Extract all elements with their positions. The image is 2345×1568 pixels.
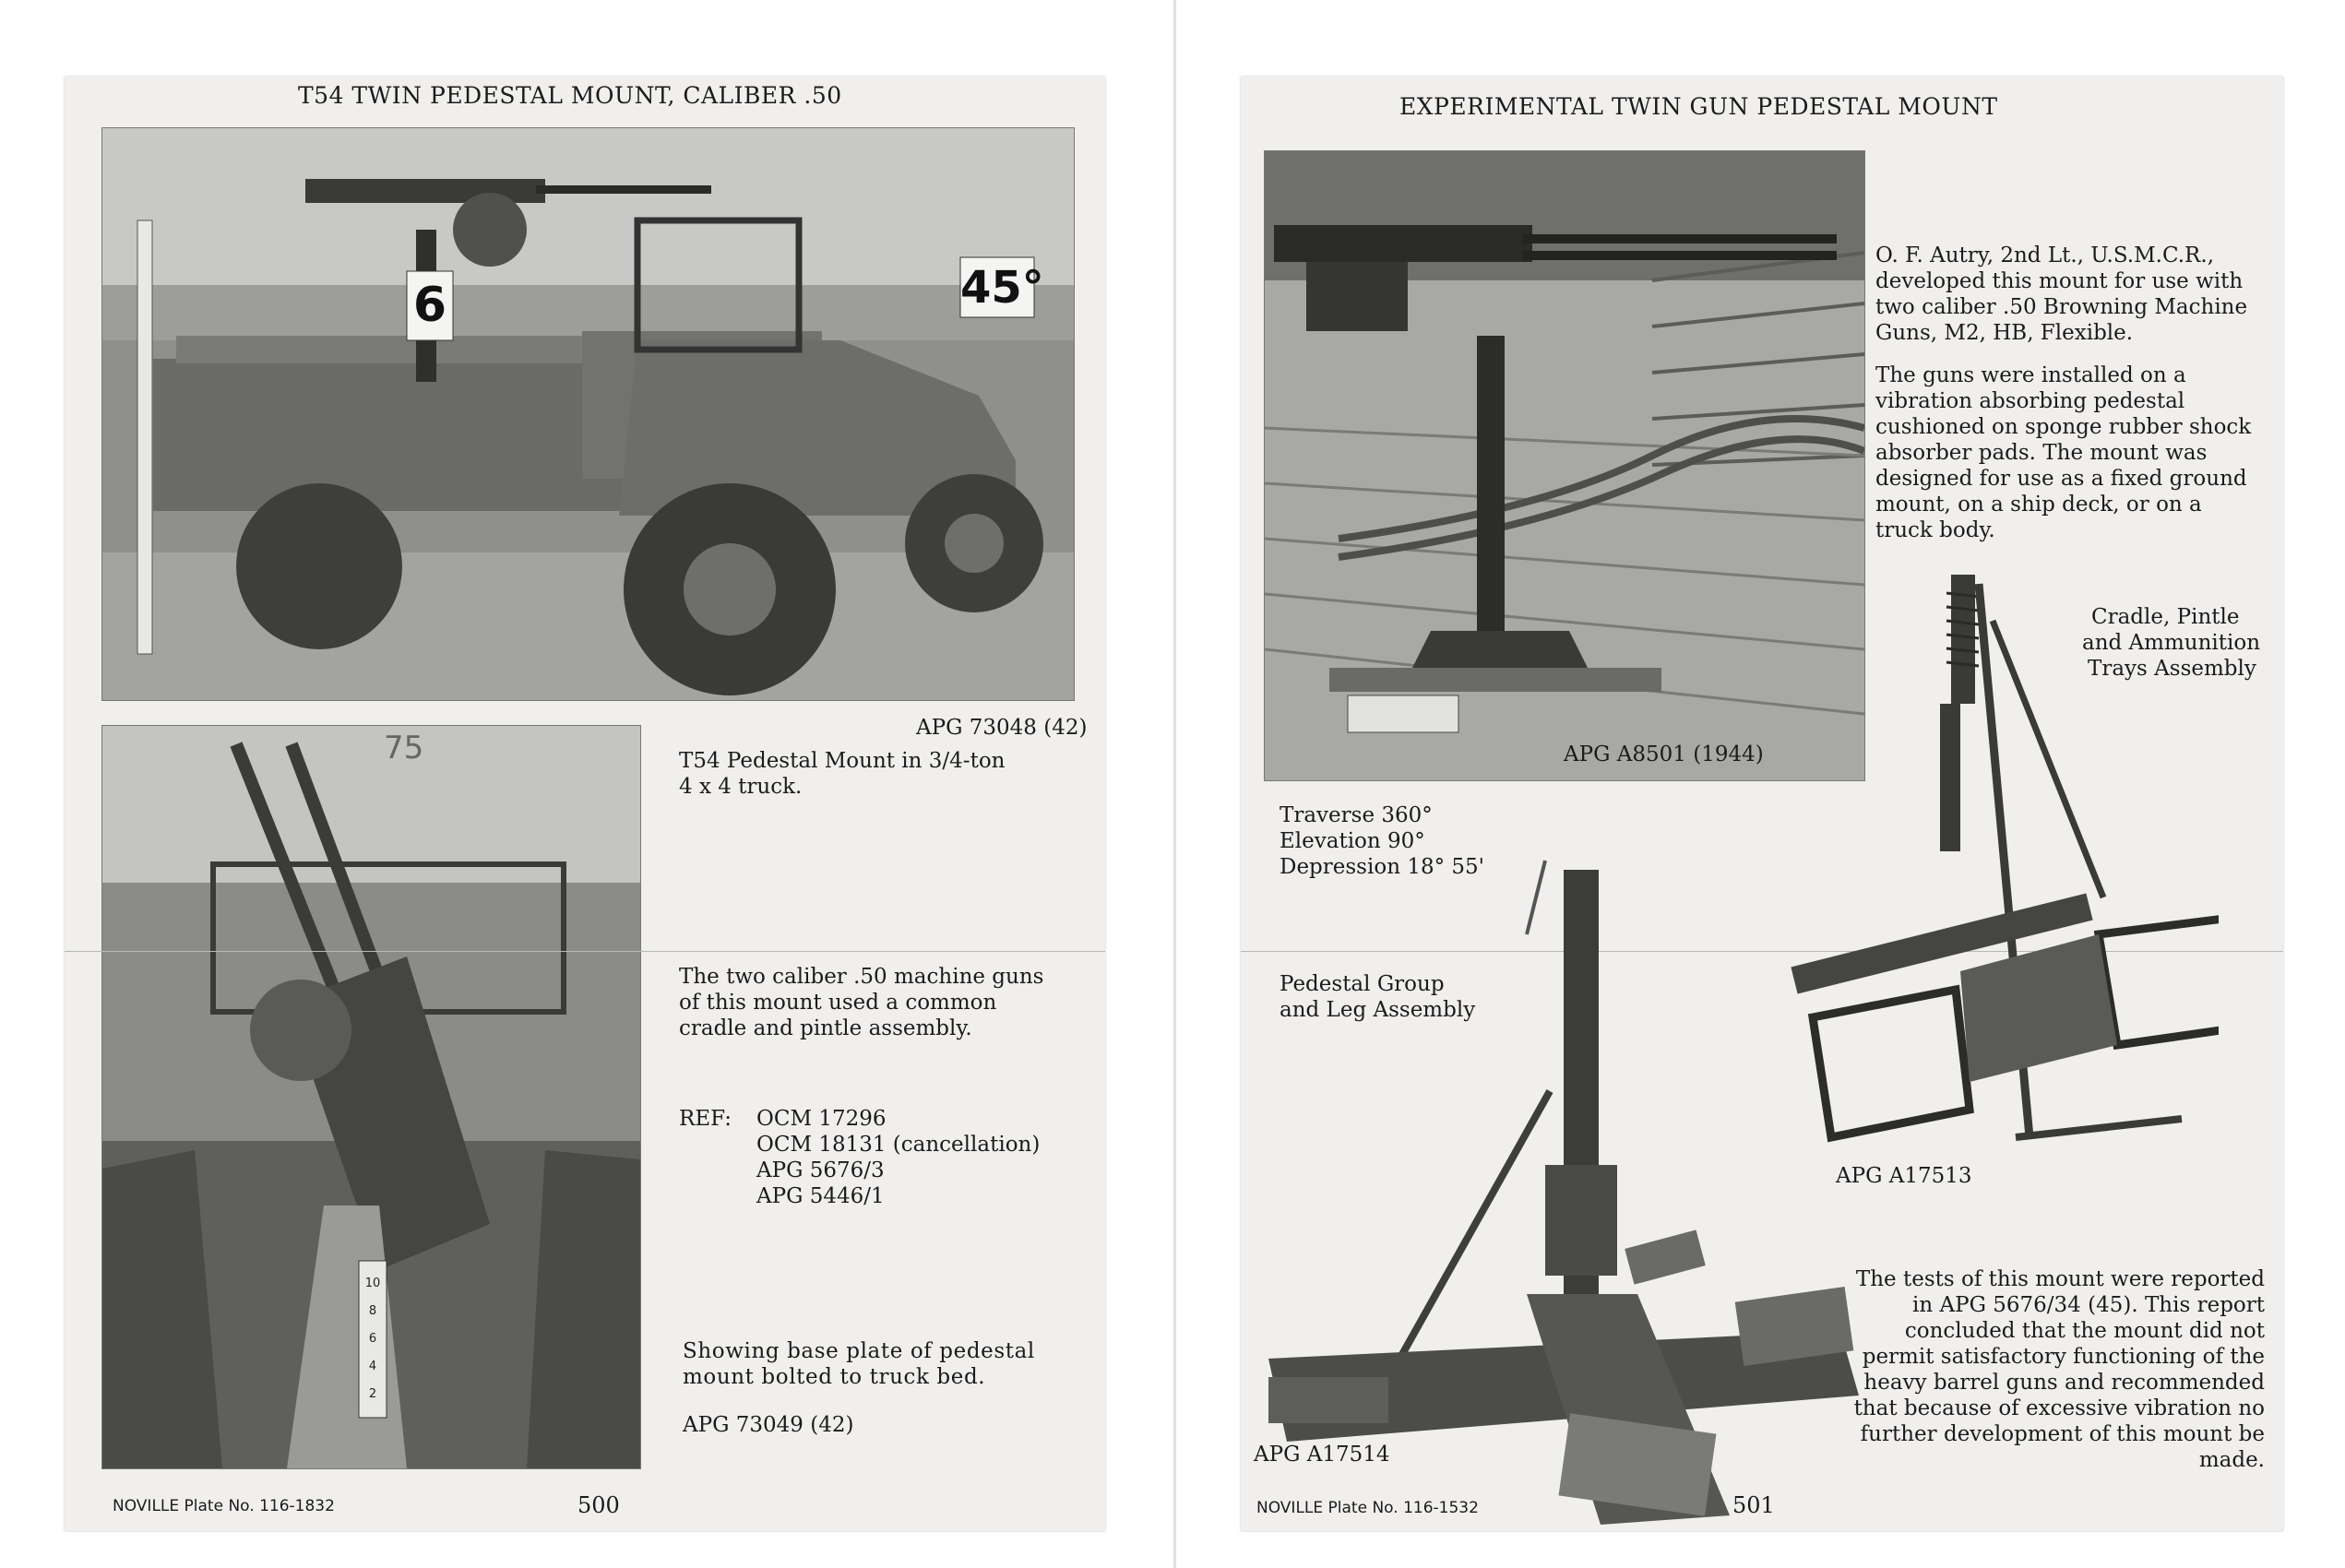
truck-bed-mount-graphic — [1265, 151, 1864, 780]
scale-mark: 4 — [368, 1360, 377, 1373]
pedestal-leg-graphic — [1250, 814, 1859, 1534]
spec-depression: Depression 18° 55' — [1280, 855, 1484, 879]
autry-intro: O. F. Autry, 2nd Lt., U.S.M.C.R., developed this mount for use with two caliber .50 Browning Machine Guns, M2, HB, Flexible. — [1875, 244, 2248, 345]
twin-guns-photo — [101, 725, 641, 1469]
reference-list — [679, 1106, 1040, 1209]
pedestal-label-line1: Pedestal Group — [1280, 972, 1445, 996]
right-page-title: EXPERIMENTAL TWIN GUN PEDESTAL MOUNT — [1399, 93, 1998, 120]
spec-elevation: Elevation 90° — [1280, 829, 1425, 853]
book-gutter — [1173, 0, 1176, 1568]
reference-item: APG 5446/1 — [756, 1184, 885, 1208]
twin-mount-description: The two caliber .50 machine guns of this mount used a common cradle and pintle assembly. — [679, 965, 1044, 1040]
left-page — [65, 77, 1105, 1531]
scale-mark: 10 — [364, 1277, 381, 1290]
scale-mark: 2 — [368, 1387, 377, 1401]
twin-guns-photo-id: APG 73049 (42) — [683, 1413, 854, 1437]
truck-bed-mount-photo-id: APG A8501 (1944) — [1564, 742, 1764, 766]
truck-photo-graphic — [102, 128, 1074, 700]
page-crease-line — [65, 951, 1105, 952]
left-footer-plate: NOVILLE Plate No. 116-1832 — [113, 1497, 335, 1515]
truck-bed-mount-photo — [1264, 150, 1865, 781]
base-plate-caption: Showing base plate of pedestal mount bolted to truck bed. — [683, 1339, 1035, 1389]
left-page-number: 500 — [577, 1492, 620, 1518]
pedestal-leg-photo — [1250, 814, 1859, 1534]
pedestal-label-line2: and Leg Assembly — [1280, 998, 1476, 1022]
cradle-label-line3: Trays Assembly — [2088, 657, 2256, 681]
truck-photo-id: APG 73048 (42) — [916, 716, 1088, 740]
spec-traverse: Traverse 360° — [1280, 803, 1433, 827]
truck-sign-right: 45° — [960, 262, 1044, 314]
mount-design-description: The guns were installed on a vibration absorbing pedestal cushioned on sponge rubber shock absorber pads. The mount was designed for use as a fixed ground mount, on a ship deck, or on a truck body. — [1875, 363, 2252, 542]
truck-sign-left: 6 — [412, 278, 447, 333]
cradle-label-line1: Cradle, Pintle — [2091, 605, 2240, 629]
reference-item: OCM 17296 — [756, 1107, 887, 1131]
reference-item: APG 5676/3 — [756, 1158, 885, 1182]
truck-caption-line2: 4 x 4 truck. — [679, 775, 803, 799]
cradle-label-line2: and Ammunition — [2082, 631, 2261, 655]
scale-mark: 6 — [368, 1332, 377, 1346]
ref-label: REF: — [679, 1107, 732, 1131]
truck-caption-line1: T54 Pedestal Mount in 3/4-ton — [679, 749, 1006, 773]
reference-item: OCM 18131 (cancellation) — [756, 1133, 1041, 1157]
test-conclusion: The tests of this mount were reported in APG 5676/34 (45). This report concluded that the mount did not permit satisfactory functioning of the heavy barrel guns and recommended that because of excessive vibration no further development of this mount be made. — [1853, 1267, 2265, 1472]
left-page-title: T54 TWIN PEDESTAL MOUNT, CALIBER .50 — [298, 82, 842, 109]
twin-guns-stamp-number: 75 — [384, 730, 424, 766]
base-plate-scale — [360, 1270, 386, 1408]
right-footer-plate: NOVILLE Plate No. 116-1532 — [1256, 1499, 1479, 1517]
right-page-number: 501 — [1732, 1492, 1775, 1518]
scale-mark: 8 — [368, 1304, 377, 1318]
truck-photo — [101, 127, 1075, 701]
pedestal-photo-id: APG A17514 — [1254, 1443, 1390, 1467]
cradle-photo-id: APG A17513 — [1836, 1164, 1972, 1188]
right-page — [1241, 77, 2283, 1531]
